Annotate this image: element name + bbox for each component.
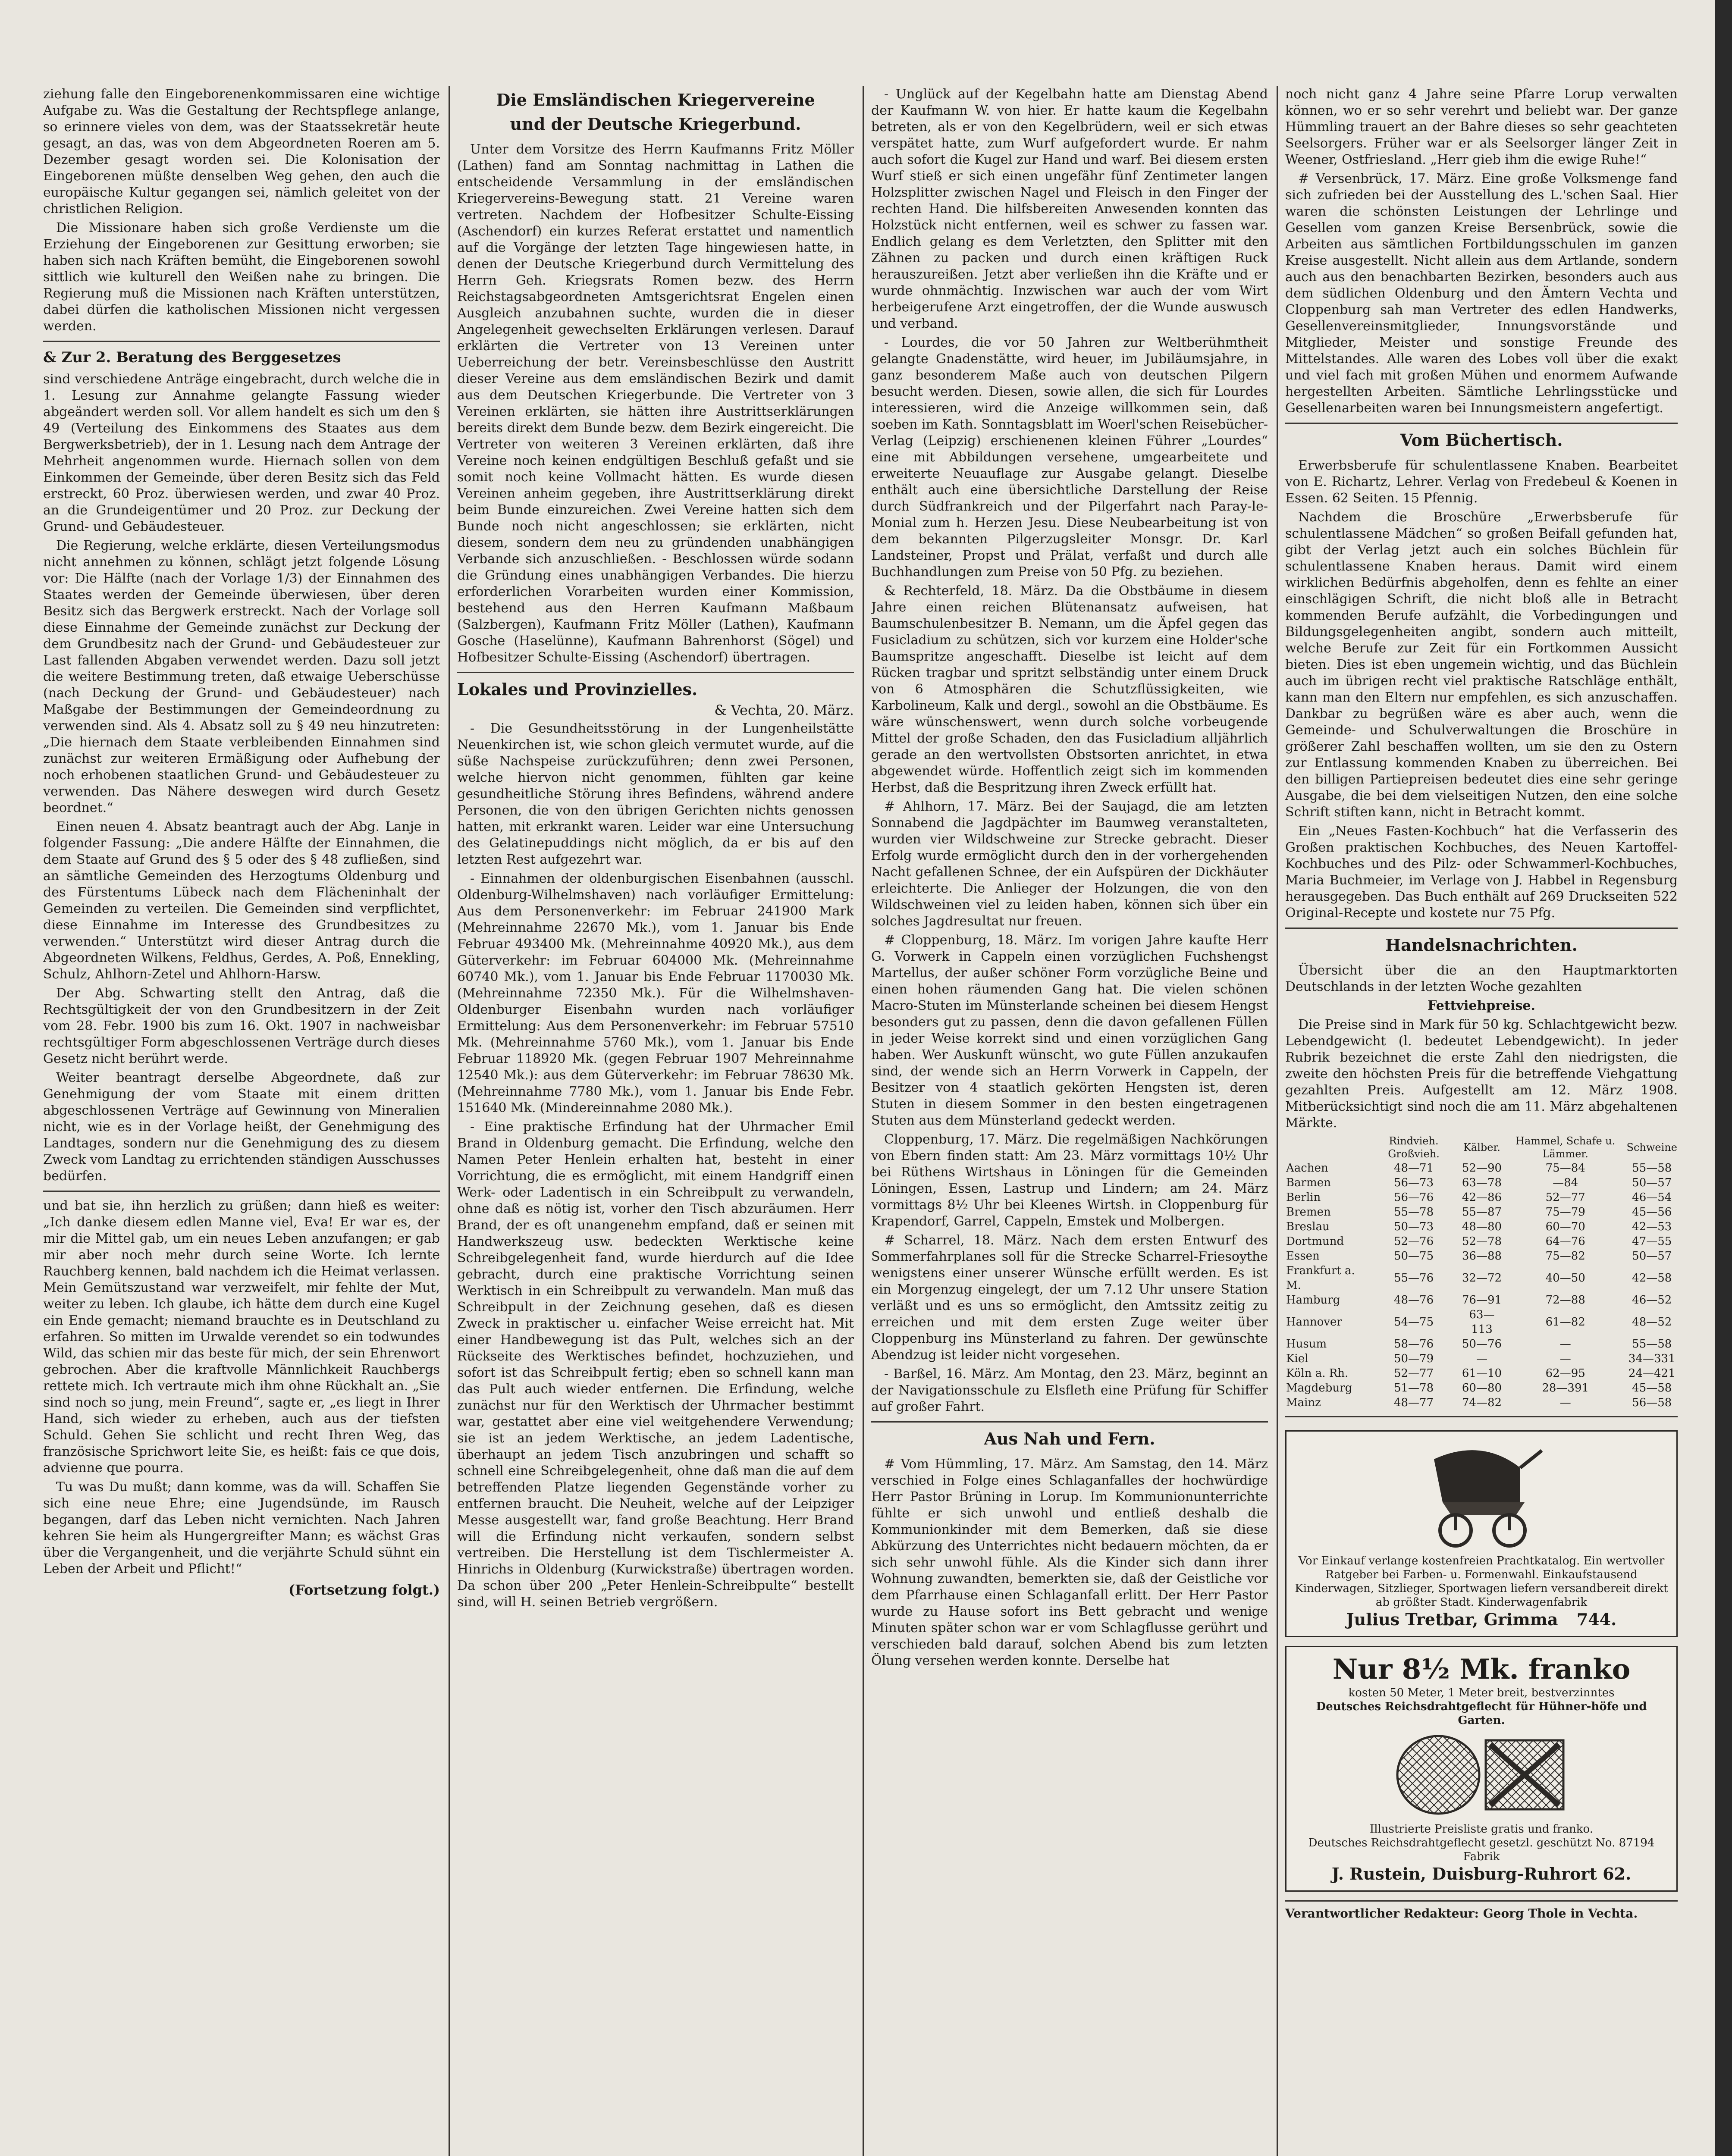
price-range: 28—391 <box>1542 1382 1589 1395</box>
price-range: 55—76 <box>1393 1272 1434 1285</box>
table-row <box>1285 1307 1678 1337</box>
newspaper-page <box>43 86 1678 2156</box>
section-heading: Handelsnachrichten. <box>1385 935 1578 955</box>
table-row <box>1285 1219 1678 1234</box>
divider <box>457 672 854 673</box>
paragraph: Erwerbsberufe für schulentlassene Knaben. Bearbeitet von E. Richartz, Lehrer. Verlag von Fredebeul & Koenen in Essen. 62 Seiten. 15 Pfennig. <box>1285 458 1678 506</box>
market-name: Essen <box>1286 1250 1320 1263</box>
price-range: 64—76 <box>1545 1235 1585 1248</box>
article-heading: Die Emsländischen Kriegervereine <box>496 90 815 110</box>
market-name: Mainz <box>1286 1396 1321 1409</box>
divider <box>1285 928 1678 929</box>
market-name: Dortmund <box>1286 1235 1344 1248</box>
column-3 <box>871 86 1268 1672</box>
paragraph: - Eine praktische Erfindung hat der Uhrmacher Emil Brand in Oldenburg gemacht. Die Erfindung, welche den Namen Peter Henlein erhalten hat, besteht in einer Vorrichtung, die es ermöglicht, mit einem Handgriff einen Werk- oder Ladentisch in ein Schreibpult zu verwandeln, ohne daß es nötig ist, vorher den Tisch abzuräumen. Herr Brand, der es oft unangenehm empfand, daß er seinen mit Handwerkszeug usw. bedeckten Werktische keine Schreibgelegenheit fand, wurde hierdurch auf die Idee gebracht, durch eine praktische Vorrichtung seinen Werktisch in ein Schreibpult zu verwandeln. Man muß das Schreibpult in der Zeichnung gesehen, daß es diesen Zweck in praktischer u. einfacher Weise erreicht hat. Mit einer Handbewegung ist das Pult, welches sich an der Rückseite des Werktisches befindet, hochzuziehen, und sofort ist das Schreibpult fertig; eben so schnell kann man das Pult auch wieder entfernen. Die Erfindung, welche zunächst nur für den Werktisch der Uhrmacher bestimmt war, gestattet aber eine viel weitgehendere Verwendung; sie ist an jedem Werktische, an jedem Ladentische, überhaupt an jedem Tisch anzubringen und schafft so schnell eine Schreibgelegenheit, ohne daß man die auf dem betreffenden Platze liegenden Gegenstände vorher zu entfernen braucht. Die Neuheit, welche auf der Leipziger Messe ausgestellt war, fand große Beachtung. Herr Brand will die Erfindung nicht verkaufen, sondern selbst vertreiben. Die Herstellung ist dem Tischlermeister A. Hinrichs in Oldenburg (Kurwickstraße) übertragen worden. Da schon über 200 „Peter Henlein-Schreibpulte“ bestellt sind, will H. seinen Betrieb vergrößern. <box>457 1119 854 1610</box>
price-range: 61—10 <box>1462 1367 1502 1380</box>
ad-firm <box>1293 1609 1669 1630</box>
market-name: Barmen <box>1286 1176 1331 1189</box>
price-range: 51—78 <box>1393 1382 1434 1395</box>
scan-edge <box>1715 0 1732 2156</box>
subheading: Fettviehpreise. <box>1428 998 1535 1013</box>
price-range: — <box>1559 1352 1571 1365</box>
price-range: 45—56 <box>1632 1206 1672 1219</box>
table-row <box>1285 1351 1678 1366</box>
table-row <box>1285 1337 1678 1351</box>
article-heading: & Zur 2. Beratung des Berggesetzes <box>43 349 341 366</box>
column-rule <box>1277 86 1278 2156</box>
price-range: 46—54 <box>1632 1191 1672 1204</box>
column-rule <box>449 86 450 2156</box>
advertisement-pram <box>1285 1430 1678 1637</box>
price-range: —84 <box>1553 1176 1578 1189</box>
paragraph: Unter dem Vorsitze des Herrn Kaufmanns Fritz Möller (Lathen) fand am Sonntag nachmittag in Lathen die entscheidende Versammlung in der emsländischen Kriegervereins-Bewegung statt. 21 Vereine waren vertreten. Nachdem der Hofbesitzer Schulte-Eissing (Aschendorf) ein kurzes Referat erstattet und namentlich auf die Vorgänge der letzten Tage hingewiesen hatte, in denen der Deutsche Kriegerbund durch Vermittelung des Herrn Geh. Kriegsrats Romen bezw. des Herrn Reichstagsabgeordneten Amtsgerichtsrat Engelen einen Ausgleich anzubahnen suchte, wurden die in dieser Angelegenheit gewechselten Erklärungen verlesen. Darauf erklärten die Vertreter von 13 Vereinen unter Ueberreichung der betr. Vereinsbeschlüsse den Austritt dieser Vereine aus dem emsländischen Bezirk und damit aus dem Deutschen Kriegerbunde. Die Vertreter von 3 Vereinen erklärten, sie hätten ihre Austrittserklärungen bereits direkt dem Bunde bezw. dem Bezirk eingereicht. Die Vertreter von weiteren 3 Vereinen erklärten, daß ihre Vereine noch keinen endgültigen Beschluß gefaßt und sie somit noch keine Vollmacht hätten. Es wurde diesen Vereinen anheim gegeben, ihre Austrittserklärung direkt beim Bunde einzureichen. Zwei Vereine hatten sich dem Bunde noch nicht angeschlossen; sie erklärten, nicht diesem, sondern dem neu zu gründenden unabhängigen Verbande sich anzuschließen. - Beschlossen würde sodann die Gründung eines unabhängigen Verbandes. Die hierzu erforderlichen Vorarbeiten wurden einer Kommission, bestehend aus den Herren Kaufmann Maßbaum (Salzbergen), Kaufmann Fritz Möller (Lathen), Kaufmann Gosche (Haselünne), Kaufmann Bahrenhorst (Sögel) und Hofbesitzer Schulte-Eissing (Aschendorf) übertragen. <box>457 142 854 665</box>
paragraph: Ein „Neues Fasten-Kochbuch“ hat die Verfasserin des Großen praktischen Kochbuches, des Neuen Kartoffel-Kochbuches und des Pilz- oder Schwammerl-Kochbuches, Maria Buchmeier, im Verlage von J. Habbel in Regensburg herausgegeben. Das Buch enthält auf 269 Druckseiten 522 Original-Recepte und kostete nur 75 Pfg. <box>1285 824 1678 921</box>
ad-number: 744. <box>1576 1610 1617 1629</box>
price-range: 50—76 <box>1462 1338 1502 1351</box>
market-name: Köln a. Rh. <box>1286 1367 1349 1380</box>
price-range: 45—58 <box>1632 1382 1672 1395</box>
price-range: 50—57 <box>1632 1176 1672 1189</box>
paragraph: Die Regierung, welche erklärte, diesen Verteilungsmodus nicht annehmen zu können, schlägt jetzt folgende Lösung vor: Die Hälfte (nach der Vorlage 1/3) der Einnahmen des Staates werden der Gemeinde überwiesen, über deren Besitz sich das Bergwerk erstreckt. Nach der Vorlage soll diese Einnahme der Gemeinde zunächst zur Deckung der dem Grundbesitz nach der Grund- und Gebäudesteuer zur Last fallenden Abgaben verwendet werden. Dazu soll jetzt die weitere Bestimmung treten, daß etwaige Ueberschüsse (nach Deckung der Grund- und Gebäudesteuer) nach Maßgabe der Bestimmungen der Gemeindeordnung zu verwenden sind. Als 4. Absatz soll zu § 49 neu hinzutreten: „Die hiernach dem Staate verbleibenden Einnahmen sind zunächst zur weiteren Ermäßigung oder Aufhebung der noch erhobenen staatlichen Grund- und Gebäudesteuer zu verwenden. Das Nähere deswegen wird durch Gesetz beordnet.“ <box>43 538 440 815</box>
paragraph: # Scharrel, 18. März. Nach dem ersten Entwurf des Sommerfahrplanes soll für die Strecke Scharrel-Friesoythe wenigstens einer unserer Wünsche erfüllt werden. Es ist ein Morgenzug eingelegt, der um 7.12 Uhr unsere Station verläßt und es uns so ermöglicht, den Amtssitz zeitig zu erreichen und mit dem ersten Zuge weiter über Cloppenburg ins Münsterland zu fahren. Der gewünschte Abendzug ist leider nicht vorgesehen. <box>871 1233 1268 1363</box>
table-header: Rindvieh. Großvieh. <box>1388 1135 1440 1160</box>
paragraph: Cloppenburg, 17. März. Die regelmäßigen Nachkörungen von Ebern finden statt: Am 23. März vormittags 10½ Uhr bei Rüthens Wirtshaus in Löningen für die Gemeinden Löningen, Essen, Lastrup und Lindern; am 24. März vormittags 8½ Uhr bei Kleenes Wirtsh. in Cloppenburg für Krapendorf, Garrel, Cappeln, Emstek und Molbergen. <box>871 1132 1268 1229</box>
section-heading: Aus Nah und Fern. <box>984 1429 1155 1448</box>
ad-firm: J. Rustein, Duisburg-Ruhrort 62. <box>1331 1864 1632 1883</box>
article-subheading: und der Deutsche Kriegerbund. <box>510 114 801 134</box>
price-range: 42—53 <box>1632 1220 1672 1233</box>
market-name: Husum <box>1286 1338 1327 1351</box>
table-row <box>1285 1190 1678 1205</box>
table-row <box>1285 1366 1678 1381</box>
price-range: 52—76 <box>1393 1235 1434 1248</box>
table-header <box>1285 1134 1368 1161</box>
price-range: 55—58 <box>1632 1338 1672 1351</box>
price-range: 56—58 <box>1632 1396 1672 1409</box>
column-2 <box>457 86 854 1613</box>
price-range: 52—77 <box>1545 1191 1585 1204</box>
market-name: Magdeburg <box>1286 1382 1352 1395</box>
paragraph: Der Abg. Schwarting stellt den Antrag, daß die Rechtsgültigkeit der von den Grundbesitzern in der Zeit vom 28. Febr. 1900 bis zum 16. Okt. 1907 in nachweisbar rechtsgültiger Form abgeschlossenen Verträge durch dieses Gesetz nicht berührt werde. <box>43 986 440 1066</box>
price-range: 42—58 <box>1632 1272 1672 1285</box>
ad-firm-name: Julius Tretbar, Grimma <box>1346 1610 1558 1629</box>
paragraph: sind verschiedene Anträge eingebracht, durch welche die in 1. Lesung zur Annahme gelangte Fassung wieder abgeändert werden soll. Vor allem handelt es sich um den § 49 (Verteilung des Einkommens des Staates aus dem Bergwerksbetrieb), der in 1. Lesung nach dem Antrage der Mehrheit angenommen wurde. Hiernach sollen von dem Einkommen der Gemeinde, über deren Besitz sich das Feld erstreckt, 60 Proz. überwiesen werden, und zwar 40 Proz. an die Grundeigentümer und 20 Proz. zur Deckung der Grund- und Gebäudesteuer. <box>43 372 440 534</box>
price-range: 52—77 <box>1393 1367 1434 1380</box>
market-name: Hamburg <box>1286 1294 1340 1307</box>
divider <box>1285 1416 1678 1417</box>
paragraph: - Barßel, 16. März. Am Montag, den 23. März, beginnt an der Navigationsschule zu Elsfleth eine Prüfung für Schiffer auf großer Fahrt. <box>871 1366 1268 1414</box>
price-range: 54—75 <box>1393 1316 1434 1329</box>
price-range: 74—82 <box>1462 1396 1502 1409</box>
serial-paragraph: und bat sie, ihn herzlich zu grüßen; dann hieß es weiter: „Ich danke diesem edlen Manne viel, Eva! Er war es, der mir die Mittel gab, um ein neues Leben anzufangen; er gab mir aber noch mehr durch seine Worte. Ich lernte Rauchberg kennen, bald nachdem ich die Heimat verlassen. Mein Gemütszustand war verzweifelt, mir fehlte der Mut, weiter zu leben. Ich glaube, ich hätte dem durch eine Kugel ein Ende gemacht; niemand brauchte es in Deutschland zu erfahren. So mitten im Urwalde verendet so ein todwundes Wild, das schien mir das beste für mich, der sein Ehrenwort gebrochen. Aber die kraftvolle Männlichkeit Rauchbergs rettete mich. Ich vertraute mich ihm ohne Rückhalt an. „Sie sind noch so jung, mein Freund“, sagte er, „es liegt in Ihrer Hand, sich wieder zu erheben, auch aus der tiefsten Schuld. Gehen Sie schlicht und recht Ihren Weg, das französische Sprichwort leite Sie, es heißt: fais ce que dois, advienne que pourra. <box>43 1198 440 1476</box>
price-range: 63—113 <box>1469 1308 1495 1336</box>
paragraph: Die Missionare haben sich große Verdienste um die Erziehung der Eingeborenen zur Gesittung erworben; sie haben sich nach Kräften bemüht, die Eingeborenen sowohl sittlich wie kulturell den Weißen nahe zu bringen. Die Regierung muß die Missionen nach Kräften unterstützen, dabei dürfen die katholischen Missionen nicht vergessen werden. <box>43 220 440 334</box>
price-range: 55—78 <box>1393 1206 1434 1219</box>
price-range: 56—73 <box>1393 1176 1434 1189</box>
price-range: 48—76 <box>1393 1294 1434 1307</box>
price-range: 61—82 <box>1545 1316 1585 1329</box>
paragraph: # Ahlhorn, 17. März. Bei der Saujagd, die am letzten Sonnabend die Jagdpächter im Baumweg veranstalteten, wurden vier Wildschweine zur Strecke gebracht. Dieser Erfolg wurde ermöglicht durch den in der vorhergehenden Nacht gefallenen Schnee, der ein Aufspüren der Dickhäuter erleichterte. Die Anlieger der Holzungen, die von den Wildschweinen viel zu leiden haben, können sich über ein solches Jagdresultat nur freuen. <box>871 799 1268 929</box>
price-range: 50—57 <box>1632 1250 1672 1263</box>
paragraph: - Unglück auf der Kegelbahn hatte am Dienstag Abend der Kaufmann W. von hier. Er hatte kaum die Kegelbahn betreten, als er von den Kegelbrüdern, weil er sich etwas verspätet hatte, zum Wurf aufgefordert wurde. Er nahm auch sofort die Kugel zur Hand und warf. Bei diesem ersten Wurf stieß er sich einen ungefähr fünf Zentimeter langen Holzsplitter zwischen Nagel und Fleisch in den Finger der rechten Hand. Die hilfsbereiten Anwesenden konnten das Holzstück nicht entfernen, weil es schwer zu fassen war. Endlich gelang es dem Verletzten, den Splitter mit den Zähnen zu packen und durch einen kräftigen Ruck herauszureißen. Jetzt aber verließen ihn die Kräfte und er wurde ohnmächtig. Inzwischen war auch der vom Wirt herbeigerufene Arzt eingetroffen, der die Wunde auswusch und verband. <box>871 87 1268 331</box>
table-row <box>1285 1249 1678 1263</box>
table-row <box>1285 1205 1678 1219</box>
price-range: — <box>1559 1338 1571 1351</box>
price-range: 48—52 <box>1632 1316 1672 1329</box>
price-range: 75—84 <box>1545 1162 1585 1175</box>
price-range: 48—77 <box>1393 1396 1434 1409</box>
divider <box>1285 423 1678 424</box>
ad-text: kosten 50 Meter, 1 Meter breit, bestverzinntes <box>1348 1686 1615 1699</box>
paragraph: - Lourdes, die vor 50 Jahren zur Weltberühmtheit gelangte Gnadenstätte, wird heuer, im Jubiläumsjahre, in ganz besonderem Maße auch von deutschen Pilgern besucht werden. Diesen, sowie allen, die sich für Lourdes interessieren, wird die Anzeige willkommen sein, daß soeben im Kath. Sonntagsblatt im Woerl'schen Reisebücher-Verlag (Leipzig) erschienenen kleinen Führer „Lourdes“ eine mit Abbildungen versehene, umgearbeitete und erweiterte Neuauflage zur Ausgabe gelangt. Dieselbe enthält auch eine übersichtliche Darstellung der Reise durch Südfrankreich und der Pilgerfahrt nach Paray-le-Monial zum h. Herzen Jesu. Diese Neubearbeitung ist von dem bekannten Pilgerzugsleiter Monsgr. Dr. Karl Landsteiner, Propst und Prälat, verfaßt und durch alle Buchhandlungen zum Preise von 50 Pfg. zu beziehen. <box>871 335 1268 580</box>
paragraph: # Versenbrück, 17. März. Eine große Volksmenge fand sich zufrieden bei der Ausstellung des L.'schen Saal. Hier waren die schönsten Leistungen der Lehrlinge und Gesellen vom ganzen Kreise Bersenbrück, sowie die Arbeiten aus sämtlichen Fortbildungsschulen im ganzen Kreise ausgestellt. Nicht allein aus dem Artlande, sondern auch aus den benachbarten Bezirken, besonders auch aus dem südlichen Oldenburg und den Ämtern Vechta und Cloppenburg sah man Vertreter des edlen Handwerks, Gesellenvereinsmitglieder, Innungsvorstände und Mitglieder, Meister und sonstige Freunde des Mittelstandes. Alle waren des Lobes voll über die exakt und viel fach mit großen Mühen und enormem Aufwande hergestellten Arbeiten. Sämtliche Lehrlingsstücke und Gesellenarbeiten waren bei Innungsmeistern angefertigt. <box>1285 171 1678 416</box>
column-1 <box>43 86 440 1602</box>
price-range: 76—91 <box>1462 1294 1502 1307</box>
table-row <box>1285 1161 1678 1175</box>
paragraph: ziehung falle den Eingeborenenkommissaren eine wichtige Aufgabe zu. Was die Gestaltung der Rechtspflege anlange, so erinnere vieles von dem, was der Staatssekretär heute gesagt, an das, was von dem Abgeordneten Roeren am 5. Dezember gesagt worden sei. Die Kolonisation der Eingeborenen müßte denselben Weg gehen, den auch die europäische Kultur gegangen sei, nämlich geleitet von der christlichen Religion. <box>43 87 440 216</box>
price-range: 42—86 <box>1462 1191 1502 1204</box>
market-name: Aachen <box>1286 1162 1328 1175</box>
divider <box>43 341 440 342</box>
table-header-row <box>1285 1134 1678 1161</box>
price-range: 56—76 <box>1393 1191 1434 1204</box>
table-row <box>1285 1293 1678 1307</box>
price-range: 55—58 <box>1632 1162 1672 1175</box>
price-range: 58—76 <box>1393 1338 1434 1351</box>
divider <box>871 1421 1268 1423</box>
section-heading: Lokales und Provinzielles. <box>457 680 698 699</box>
paragraph: # Vom Hümmling, 17. März. Am Samstag, den 14. März verschied in Folge eines Schlaganfalles der hochwürdige Herr Pastor Brüning in Lorup. Im Kommunionunterrichte fühlte er sich unwohl und entließ deshalb die Kommunionkinder mit dem Bemerken, daß sie diese Abkürzung des Unterrichtes nicht bedauern möchten, da er sich sehr unwohl fühle. Als die Kinder sich dann ihrer Wohnung zuwandten, bemerkten sie, daß der Geistliche vor dem Pfarrhause einen Schlaganfall erlitt. Der Herr Pastor wurde zu Hause sofort ins Bett gebracht und wenige Minuten später schon war er vom Schlagflusse gerührt und verschieden bald darauf, solchen Abend bis zum letzten Ölung versehen werden konnte. Derselbe hat <box>871 1457 1268 1668</box>
table-row <box>1285 1381 1678 1395</box>
price-range: 24—421 <box>1628 1367 1676 1380</box>
paragraph: Übersicht über die an den Hauptmarktorten Deutschlands in der letzten Woche gezahlten <box>1285 963 1678 994</box>
ad-text: Deutsches Reichsdrahtgeflecht für Hühner-höfe und Garten. <box>1316 1700 1647 1727</box>
dateline: & Vechta, 20. März. <box>714 702 854 718</box>
market-name: Bremen <box>1286 1206 1331 1219</box>
pram-icon <box>1417 1442 1546 1550</box>
ad-text: Illustrierte Preisliste gratis und franko. <box>1370 1823 1593 1836</box>
price-range: 63—78 <box>1462 1176 1502 1189</box>
paragraph: Die Preise sind in Mark für 50 kg. Schlachtgewicht bezw. Lebendgewicht (l. bedeutet Lebendgewicht). In jeder Rubrik bezeichnet die erste Zahl den niedrigsten, die zweite den höchsten Preis für die betreffende Viehgattung gezahlten Preis. Aufgestellt am 12. März 1908. Mitberücksichtigt sind noch die am 11. März abgehaltenen Märkte. <box>1285 1017 1678 1131</box>
price-range: 50—79 <box>1393 1352 1434 1365</box>
price-range: 36—88 <box>1462 1250 1502 1263</box>
market-name: Frankfurt a. M. <box>1286 1264 1355 1292</box>
paragraph: Weiter beantragt derselbe Abgeordnete, daß zur Genehmigung der vom Staate mit einem dritten abgeschlossenen Verträge auf Gewinnung von Mineralien nicht, wie es in der Vorlage heißt, der Genehmigung des Landtages, sondern nur die Genehmigung des zu diesem Zweck vom Landtag zu errichtenden ständigen Ausschusses bedürfen. <box>43 1070 440 1184</box>
price-range: 46—52 <box>1632 1294 1672 1307</box>
paragraph: Nachdem die Broschüre „Erwerbsberufe für schulentlassene Mädchen“ so großen Beifall gefunden hat, gibt der Verlag jetzt auch ein solches Büchlein für schulentlassene Knaben heraus. Damit wird einem wirklichen Bedürfnis abgeholfen, denn es fehlte an einer einschlägigen Schrift, die nicht bloß alle in Betracht kommenden Berufe aufzählt, die Vorbedingungen und Bildungsgelegenheiten angibt, sondern auch mitteilt, welche Berufe zur Zeit für ein Fortkommen Aussicht bieten. Dies ist eben ungemein wichtig, und das Büchlein auch im übrigen recht viel praktische Ratschläge enthält, kann man den Eltern nur empfehlen, es sich anzuschaffen. Dankbar zu begrüßen wäre es aber auch, wenn die Gemeinde- und Schulverwaltungen die Broschüre in größerer Zahl beschaffen wollten, um sie den zu Ostern zur Entlassung kommenden Knaben zu überreichen. Bei den billigen Partiepreisen bedeutet dies eine sehr geringe Ausgabe, die bei dem vielseitigen Nutzen, den eine solche Schrift stiften kann, nicht in Betracht kommt. <box>1285 510 1678 820</box>
price-range: 52—90 <box>1462 1162 1502 1175</box>
price-range: 48—71 <box>1393 1162 1434 1175</box>
market-name: Berlin <box>1286 1191 1321 1204</box>
price-range: 50—75 <box>1393 1250 1434 1263</box>
table-row <box>1285 1175 1678 1190</box>
paragraph: Einen neuen 4. Absatz beantragt auch der Abg. Lanje in folgender Fassung: „Die andere Hälfte der Einnahmen, die dem Staate auf Grund des § 5 oder des § 48 zufließen, sind an sämtliche Gemeinden des Herzogtums Oldenburg und des Fürstentums Lübeck nach dem Flächeninhalt der Gemeinden zu verteilen. Die Gemeinden sind verpflichtet, diese Einnahme im Interesse des Grundbesitzes zu verwenden.“ Unterstützt wird dieser Antrag durch die Abgeordneten Wilkens, Feldhus, Gerdes, A. Poß, Ennekling, Schulz, Ahlhorn-Zetel und Ahlhorn-Harsw. <box>43 819 440 982</box>
price-range: — <box>1559 1396 1571 1409</box>
price-range: 52—78 <box>1462 1235 1502 1248</box>
price-range: 32—72 <box>1462 1272 1502 1285</box>
table-row <box>1285 1234 1678 1249</box>
paragraph: - Die Gesundheitsstörung in der Lungenheilstätte Neuenkirchen ist, wie schon gleich vermutet wurde, auf die süße Nachspeise zurückzuführen; denn zwei Personen, welche hiervon nicht genommen, fühlten gar keine gesundheitliche Störung ihres Befindens, während andere Personen, die von den übrigen Gerichten nichts genossen hatten, mit erkrankt waren. Leider war eine Untersuchung des Gelatinepuddings nicht möglich, da er bis auf den letzten Rest aufgezehrt war. <box>457 721 854 867</box>
table-header: Schweine <box>1626 1141 1677 1153</box>
continuation-note: (Fortsetzung folgt.) <box>288 1582 440 1598</box>
price-range: 40—50 <box>1545 1272 1585 1285</box>
ad-text: Deutsches Reichsdrahtgeflecht gesetzl. geschützt No. 87194 Fabrik <box>1308 1836 1655 1863</box>
paragraph: noch nicht ganz 4 Jahre seine Pfarre Lorup verwalten können, wo er so sehr verehrt und beliebt war. Der ganze Hümmling trauert an der Bahre dieses so sehr geachteten Seelsorgers. Früher war er als Seelsorger länger Zeit in Weener, Ostfriesland. „Herr gieb ihm die ewige Ruhe!“ <box>1285 87 1678 167</box>
imprint: Verantwortlicher Redakteur: Georg Thole in Vechta. <box>1285 1900 1678 1921</box>
price-range: 75—79 <box>1545 1206 1585 1219</box>
wire-mesh-icon <box>1391 1732 1572 1818</box>
paragraph: & Rechterfeld, 18. März. Da die Obstbäume in diesem Jahre einen reichen Blütenansatz aufweisen, hat Baumschulenbesitzer B. Nemann, um die Äpfel gegen das Fusicladium zu schützen, sich vor kurzem eine Holder'sche Baumspritze angeschafft. Dieselbe ist leicht auf dem Rücken tragbar und spritzt selbständig unter einem Druck von 6 Atmosphären die Schutzflüssigkeiten, wie Karbolineum, Kalk und dergl., sowohl an die Obstbäume. Es wäre wünschenswert, wenn durch solche vorbeugende Mittel der große Schaden, den das Fusicladium alljährlich gerade an den wertvollsten Obstsorten anrichtet, in etwa abgewendet würde. Hoffentlich zeigt sich im kommenden Herbst, daß die Bespritzung ihren Zweck erfüllt hat. <box>871 583 1268 795</box>
paragraph: - Einnahmen der oldenburgischen Eisenbahnen (ausschl. Oldenburg-Wilhelmshaven) nach vorläufiger Ermittelung: Aus dem Personenverkehr: im Februar 241900 Mark (Mehreinnahme 22670 Mk.), vom 1. Januar bis Ende Februar 493400 Mk. (Mehreinnahme 40920 Mk.), aus dem Güterverkehr: im Februar 604000 Mk. (Mehreinnahme 60740 Mk.), vom 1. Januar bis Ende Februar 1170030 Mk. (Mehreinnahme 72350 Mk.). Für die Wilhelmshaven-Oldenburger Eisenbahn wurden nach vorläufiger Ermittelung: Aus dem Personenverkehr: im Februar 57510 Mk. (Mehreinnahme 5760 Mk.), vom 1. Januar bis Ende Februar 118920 Mk. (gegen Februar 1907 Mehreinnahme 12540 Mk.): aus dem Güterverkehr: im Februar 78630 Mk. (Mehreinnahme 7780 Mk.), vom 1. Januar bis Ende Febr. 151640 Mk. (Mindereinnahme 2080 Mk.). <box>457 871 854 1116</box>
section-heading: Vom Büchertisch. <box>1400 430 1563 450</box>
ad-text: Vor Einkauf verlange kostenfreien Prachtkatalog. Ein wertvoller Ratgeber bei Farben- u. Formenwahl. Einkaufstausend Kinderwagen, Sitzlieger, Sportwagen liefern versandbereit direkt ab größter Stadt. Kinderwagenfabrik <box>1295 1554 1668 1609</box>
paragraph: # Cloppenburg, 18. März. Im vorigen Jahre kaufte Herr G. Vorwerk in Cappeln einen vorzüglichen Fuchshengst Martellus, der außer schöner Form vorzügliche Beine und einen hohen räumenden Gang hat. Die vielen schönen Macro-Stuten im Münsterlande scheinen bei diesem Hengst besonders gut zu passen, denn die davon gefallenen Füllen in jeder Weise korrekt sind und einen vorzüglichen Gang haben. Wer Auskunft wünscht, wo gute Füllen anzukaufen sind, der wende sich an Herrn Vorwerk in Cappeln, der Besitzer von 4 staatlich gekörten Hengsten ist, deren Stuten in diesem Sommer in den besten eingetragenen Stuten aus dem Münsterland gedeckt werden. <box>871 933 1268 1128</box>
market-name: Kiel <box>1286 1352 1308 1365</box>
price-range: 60—80 <box>1462 1382 1502 1395</box>
advertisement-wire-mesh <box>1285 1646 1678 1892</box>
price-range: 55—87 <box>1462 1206 1502 1219</box>
serial-paragraph: Tu was Du mußt; dann komme, was da will. Schaffen Sie sich eine neue Ehre; eine Jugendsünde, im Rausch begangen, darf das Leben nicht vernichten. Nach Jahren kehren Sie heim als Hungergreifter Mann; es wächst Gras über die Vergangenheit, und die verjährte Schuld sühnt ein Leben der Arbeit und Pflicht!“ <box>43 1479 440 1576</box>
market-name: Breslau <box>1286 1220 1330 1233</box>
table-header: Hammel, Schafe u. Lämmer. <box>1516 1135 1616 1160</box>
price-range: 60—70 <box>1545 1220 1585 1233</box>
column-4 <box>1285 86 1678 1921</box>
price-range: — <box>1476 1352 1487 1365</box>
price-range: 48—80 <box>1462 1220 1502 1233</box>
ad-headline: Nur 8½ Mk. franko <box>1332 1653 1631 1686</box>
table-row <box>1285 1395 1678 1410</box>
column-rule <box>863 86 864 2156</box>
price-range: 50—73 <box>1393 1220 1434 1233</box>
price-table <box>1285 1134 1678 1410</box>
price-range: 75—82 <box>1545 1250 1585 1263</box>
market-name: Hannover <box>1286 1316 1342 1329</box>
price-range: 62—95 <box>1545 1367 1585 1380</box>
divider <box>43 1191 440 1192</box>
price-range: 72—88 <box>1545 1294 1585 1307</box>
price-range: 47—55 <box>1632 1235 1672 1248</box>
table-row <box>1285 1263 1678 1293</box>
price-range: 34—331 <box>1628 1352 1676 1365</box>
table-header: Kälber. <box>1463 1141 1500 1153</box>
